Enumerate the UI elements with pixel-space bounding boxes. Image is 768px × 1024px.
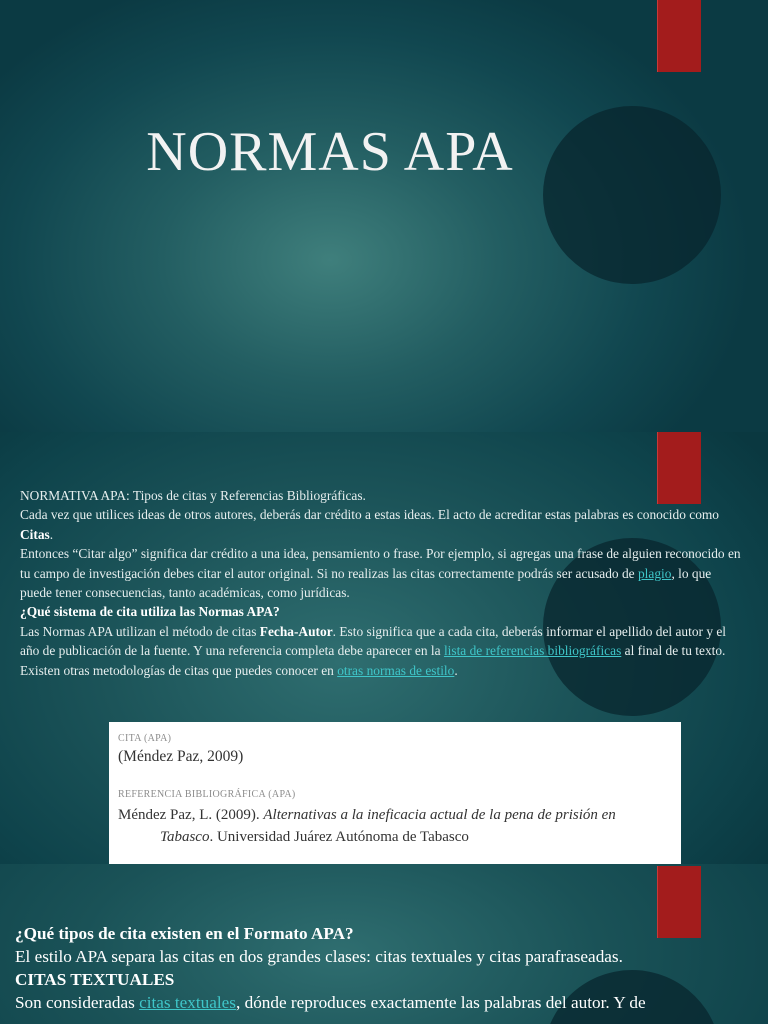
slide-title: NORMAS APA [146, 121, 514, 183]
cita-value: (Méndez Paz, 2009) [118, 748, 244, 765]
intro-line: NORMATIVA APA: Tipos de citas y Referencias Bibliográficas. [20, 488, 366, 503]
reference-label: REFERENCIA BIBLIOGRÁFICA (APA) [118, 789, 296, 800]
text-span: . [454, 662, 458, 678]
question-text: ¿Qué sistema de cita utiliza las Normas APA? [20, 604, 280, 620]
text-span: Entonces “Citar algo” significa dar crédito a una idea, pensamiento o frase. Por ejemplo, si agregas una frase de alguien reconocido en tu campo de investigación debes citar el autor original. Si no realizas las citas correctamente podrás ser acusado de [20, 546, 741, 581]
body-text [15, 922, 755, 1014]
text-span: al final de tu texto. Existen otras metodologías de citas que puedes conocer en [20, 643, 726, 678]
other-styles-link[interactable]: otras normas de estilo [337, 662, 455, 678]
text-span: , dónde reproduces exactamente las palabras del autor. Y de [236, 993, 646, 1012]
paragraph-citar [20, 544, 744, 602]
question-heading [20, 602, 744, 621]
intro-line: El estilo APA separa las citas en dos grandes clases: citas textuales y citas parafraseadas. [15, 947, 623, 966]
reference-continuation [118, 826, 668, 848]
bold-term: Citas [20, 526, 50, 542]
cita-label: CITA (APA) [118, 733, 172, 744]
italic-title: Alternativas a la ineficacia actual de la pena de prisión en [263, 807, 616, 823]
text-span: Las Normas APA utilizan el método de citas [20, 623, 260, 639]
body-text [20, 486, 744, 680]
text-span: Cada vez que utilices ideas de otros autores, deberás dar crédito a estas ideas. El acto de acreditar estas palabras es conocido como [20, 507, 720, 523]
text-span: , lo que puede tener consecuencias, tanto académicas, como jurídicas. [20, 565, 712, 601]
section-heading [15, 968, 755, 991]
text-span: . Universidad Juárez Autónoma de Tabasco [209, 829, 469, 845]
italic-title: Tabasco [160, 829, 210, 845]
paragraph-fecha-autor [20, 622, 744, 680]
reference-entry [118, 804, 668, 848]
content-slide [0, 432, 768, 864]
references-list-link[interactable]: lista de referencias bibliográficas [443, 643, 622, 659]
paragraph-textuales [15, 991, 755, 1014]
question-heading [15, 922, 755, 945]
text-span: Son consideradas [15, 993, 140, 1012]
plagio-link[interactable]: plagio [637, 565, 672, 581]
title-slide [0, 0, 768, 432]
citas-textuales-link[interactable]: citas textuales [139, 993, 236, 1012]
types-slide [0, 864, 768, 1024]
text-span: . [49, 526, 54, 542]
citation-example-box [109, 722, 681, 864]
question-text: ¿Qué tipos de cita existen en el Formato APA? [15, 924, 354, 943]
paragraph-citas [20, 505, 744, 544]
heading-text: CITAS TEXTUALES [15, 970, 175, 989]
text-span: . Esto significa que a cada cita, deberás informar el apellido del autor y el año de publicación de la fuente. Y una referencia completa debe aparecer en la [20, 623, 727, 659]
bold-term: Fecha-Autor [259, 623, 333, 639]
red-accent-bar [657, 0, 701, 72]
text-span: Méndez Paz, L. (2009). [118, 807, 264, 823]
